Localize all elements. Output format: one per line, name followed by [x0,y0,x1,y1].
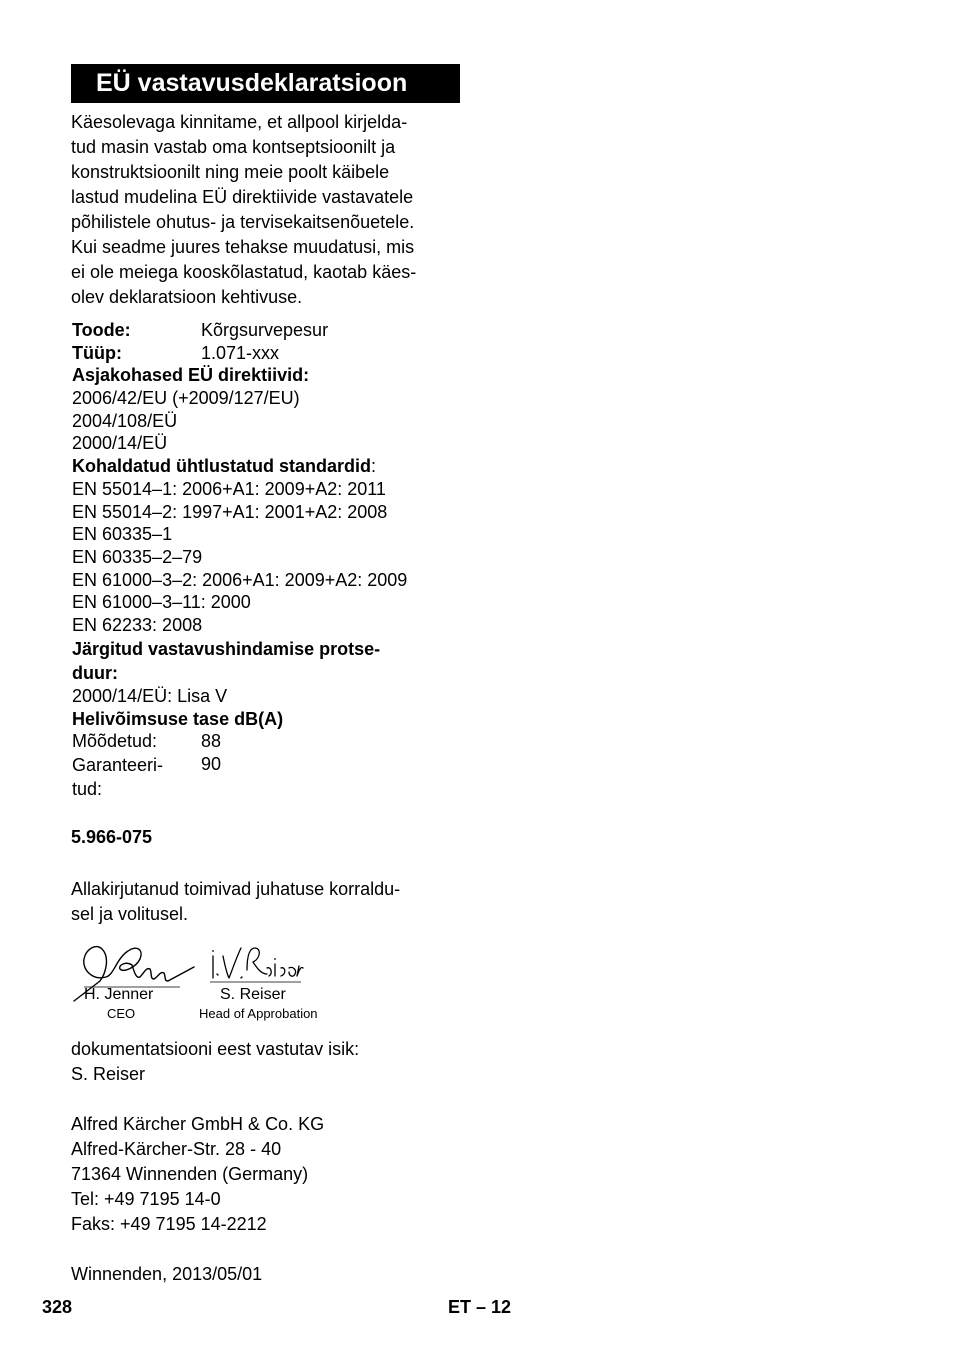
standards-heading: Kohaldatud ühtlustatud standardid [72,456,371,477]
sound-heading: Helivõimsuse tase dB(A) [72,708,284,729]
type-row [72,342,492,365]
product-value: Kõrgsurvepesur [201,320,329,340]
type-value: 1.071-xxx [201,342,280,363]
product-row [72,319,492,342]
standard-item: EN 61000–3–11: 2000 [72,592,251,613]
address-line: Faks: +49 7195 14-2212 [71,1214,267,1234]
procedure-heading-line: duur: [72,662,118,683]
part-number: 5.966-075 [71,827,153,847]
intro-line: Käesolevaga kinnitame, et allpool kirjelda- [71,112,408,132]
standards-heading-row [72,455,492,478]
address-line: Alfred-Kärcher-Str. 28 - 40 [71,1139,282,1159]
signatory-name: H. Jenner [84,986,154,1003]
procedure-heading [72,637,492,685]
intro-line: Kui seadme juures tehakse muudatusi, mis [71,237,415,257]
intro-line: ei ole meiega kooskõlastatud, kaotab käes- [71,262,417,282]
signed-paragraph [71,877,471,927]
signatory-name: S. Reiser [220,986,286,1003]
signatory-role: CEO [107,1006,136,1021]
standard-item: EN 62233: 2008 [72,615,203,636]
standard-item: EN 55014–2: 1997+A1: 2001+A2: 2008 [72,501,388,522]
signed-line: sel ja volitusel. [71,904,189,924]
procedure-value: 2000/14/EÜ: Lisa V [72,685,228,706]
intro-line: tud masin vastab oma kontseptsioonilt ja [71,137,396,157]
standard-item: EN 61000–3–2: 2006+A1: 2009+A2: 2009 [72,569,408,590]
address-line: 71364 Winnenden (Germany) [71,1164,309,1184]
address-line: Alfred Kärcher GmbH & Co. KG [71,1114,325,1134]
signatory-role: Head of Approbation [199,1006,318,1021]
standard-item: EN 60335–2–79 [72,547,203,567]
section-label: ET – 12 [448,1297,512,1317]
guaranteed-label-line: Garanteeri- [72,754,164,775]
product-label: Toode: [72,320,131,340]
directive-item: 2004/108/EÜ [72,410,178,431]
sound-measured-row [72,730,492,753]
signed-line: Allakirjutanud toimivad juhatuse korraldu- [71,879,401,899]
guaranteed-label [72,753,163,801]
intro-line: olev deklaratsioon kehtivuse. [71,287,303,307]
procedure-heading-line: Järgitud vastavushindamise protse- [72,638,381,659]
measured-value: 88 [201,731,222,752]
type-label: Tüüp: [72,342,122,363]
page-title: EÜ vastavusdeklaratsioon [71,64,460,103]
responsible-person [71,1037,471,1087]
responsible-label: dokumentatsiooni eest vastutav isik: [71,1039,360,1059]
company-address [71,1112,471,1237]
standard-item: EN 60335–1 [72,524,173,545]
standards-heading-colon: : [371,456,377,477]
intro-line: põhilistele ohutus- ja tervisekaitsenõuetele. [71,212,415,232]
standard-item: EN 55014–1: 2006+A1: 2009+A2: 2011 [72,478,386,499]
directives-heading: Asjakohased EÜ direktiivid: [72,365,310,386]
intro-line: konstruktsioonilt ning meie poolt käibele [71,162,390,182]
signature-reiser [205,940,305,988]
sound-guaranteed-row [72,753,492,801]
responsible-name: S. Reiser [71,1064,146,1084]
intro-line: lastud mudelina EÜ direktiivide vastavatele [71,187,414,207]
page-number: 328 [42,1297,73,1317]
directive-item: 2000/14/EÜ [72,433,168,454]
directive-item: 2006/42/EU (+2009/127/EU) [72,388,300,409]
intro-paragraph [71,110,471,310]
guaranteed-value: 90 [201,753,222,774]
address-line: Tel: +49 7195 14-0 [71,1189,221,1209]
guaranteed-label-line: tud: [72,778,103,799]
declaration-details [72,319,492,801]
measured-label: Mõõdetud: [72,731,158,752]
place-date: Winnenden, 2013/05/01 [71,1264,263,1284]
